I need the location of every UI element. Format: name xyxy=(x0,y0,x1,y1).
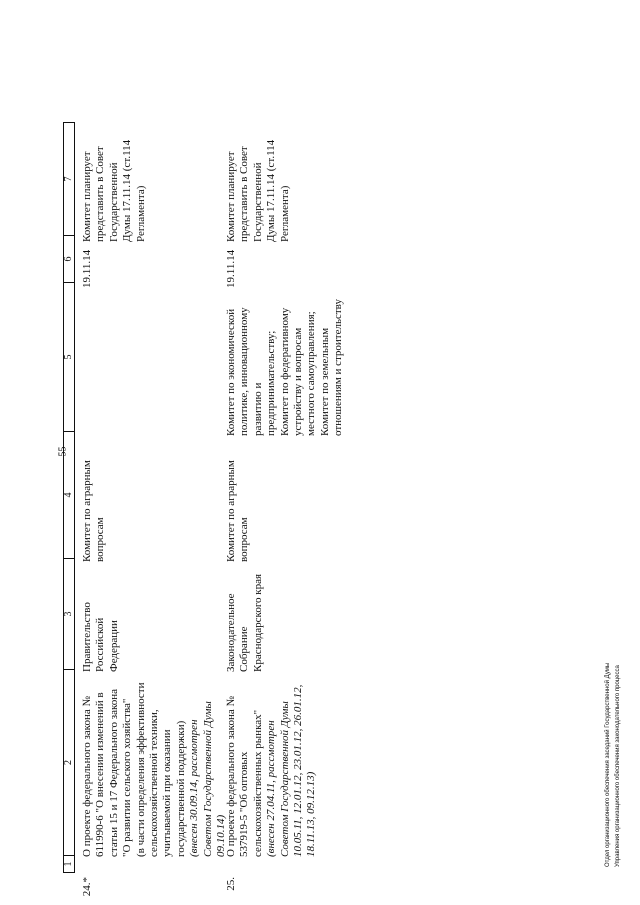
header-col-1: 1 xyxy=(63,861,74,867)
table-row xyxy=(225,130,346,873)
note: Комитет планирует представить в Совет Государственной Думы 17.11.14 (ст.114 Регламента) xyxy=(225,139,291,242)
header-col-5: 5 xyxy=(64,283,74,432)
initiator: Законодательное Собрание Краснодарского края xyxy=(225,573,264,672)
bill-history: (внесен 30.09.14, рассмотрен Советом Государственной Думы 09.10.14) xyxy=(188,701,228,857)
co-executors: Комитет по экономической политике, инновационному развитию и предпринимательству; Комитет по федеративному устройству и вопросам местного самоуправления; Комитет по земельным отношениям и строительству xyxy=(225,299,345,436)
bill-title: О проекте федерального закона № 537919-5 "Об оптовых сельскохозяйственных рынках" xyxy=(225,696,264,857)
header-col-6: 6 xyxy=(64,236,74,283)
cell-spacer xyxy=(225,857,346,873)
table-row xyxy=(81,130,228,873)
header-col-4: 4 xyxy=(64,432,74,559)
footer-line-1: Отдел организационного обеспечения заседаний Государственной Думы xyxy=(605,662,611,867)
bill-title-note: (в части определения эффективности сельскохозяйственной техники, учитываемой при оказании государственной поддержки) xyxy=(134,682,187,857)
footer xyxy=(603,663,623,867)
bill-history: (внесен 27.04.11, рассмотрен Советом Государственной Думы 10.05.11, 12.01.12, 23.01.12, 26.01.12, 18.11.13, 09.12.13) xyxy=(265,684,318,857)
table-header xyxy=(63,122,75,873)
cell-spacer xyxy=(81,857,228,873)
footer-line-2: Управления организационного обеспечения законодательного процесса xyxy=(615,665,621,867)
bill-description xyxy=(81,672,228,857)
page-number: 55 xyxy=(57,446,69,457)
header-col-2: 2 xyxy=(64,670,74,856)
date: 19.11.14 xyxy=(81,249,93,288)
header-col-7: 7 xyxy=(64,123,74,236)
responsible-committee: Комитет по аграрным вопросам xyxy=(81,460,107,562)
bill-title: О проекте федерального закона № 611990-6 "О внесении изменений в статьи 15 и 17 Федерального закона "О развитии сельского хозяйства" xyxy=(81,688,134,857)
document-stage xyxy=(55,0,640,905)
note: Комитет планирует представить в Совет Государственной Думы 17.11.14 (ст.114 Регламента) xyxy=(81,139,147,242)
initiator: Правительство Российской Федерации xyxy=(81,602,120,672)
rotated-table xyxy=(55,0,640,905)
row-number: 24.* xyxy=(81,877,93,897)
header-col-3: 3 xyxy=(64,559,74,670)
row-number: 25. xyxy=(225,877,237,891)
co-executors xyxy=(81,288,228,436)
bill-description xyxy=(225,672,346,857)
responsible-committee: Комитет по аграрным вопросам xyxy=(225,460,251,562)
date: 19.11.14 xyxy=(225,249,237,288)
